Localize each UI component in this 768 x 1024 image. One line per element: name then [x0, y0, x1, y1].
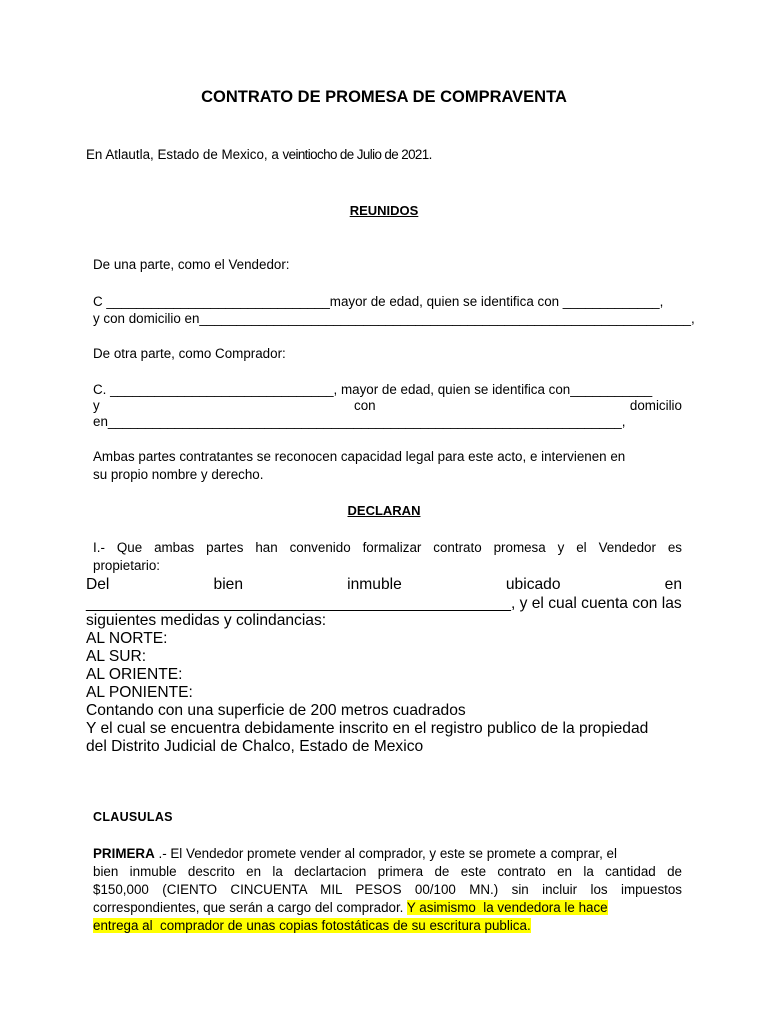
colindancia-oriente: AL ORIENTE: [86, 666, 183, 683]
place-date-value: veintiocho de Julio de 2021. [282, 147, 432, 162]
registro-line-2: del Distrito Judicial de Chalco, Estado de Mexico [86, 738, 424, 755]
primera-line-2: bien inmuble descrito en la declartacion primera de este contrato en la cantidad de [93, 864, 682, 879]
primera-label: PRIMERA [93, 846, 155, 861]
capacidad-line-2: su propio nombre y derecho. [93, 467, 264, 482]
registro-line-1: Y el cual se encuentra debidamente inscrito en el registro publico de la propiedad [86, 720, 649, 737]
primera-text-4: correspondientes, que serán a cargo del comprador. [93, 900, 407, 915]
primera-line-3: $150,000 (CIENTO CINCUENTA MIL PESOS 00/100 MN.) sin incluir los impuestos [93, 882, 682, 897]
place-date-prefix: En Atlautla, Estado de Mexico, a [86, 147, 283, 162]
heading-clausulas: CLAUSULAS [93, 810, 173, 824]
primera-line-4 [93, 900, 608, 915]
primera-line-1 [93, 846, 617, 861]
vendedor-line-1: C ______________________________mayor de edad, quien se identifica con _____________, [93, 294, 664, 309]
comprador-line-2-y: y [93, 398, 100, 413]
primera-highlight-1: Y asimismo la vendedora le hace [406, 900, 608, 915]
primera-text-1: .- El Vendedor promete vender al comprador, y este se promete a comprar, el [154, 846, 617, 861]
colindancia-norte: AL NORTE: [86, 630, 168, 647]
bien-line-3: siguientes medidas y colindancias: [86, 612, 327, 629]
capacidad-line-1: Ambas partes contratantes se reconocen capacidad legal para este acto, e intervienen en [93, 449, 626, 464]
comprador-line-2-con: con [354, 398, 376, 413]
comprador-intro: De otra parte, como Comprador: [93, 346, 286, 361]
comprador-line-3: en_____________________________________________________________________, [93, 414, 626, 429]
heading-declaran: DECLARAN [347, 503, 421, 518]
superficie-line: Contando con una superficie de 200 metros cuadrados [86, 702, 466, 719]
bien-line-2: _________________________________________________, y el cual cuenta con las [86, 595, 682, 612]
colindancia-sur: AL SUR: [86, 648, 147, 665]
vendedor-intro: De una parte, como el Vendedor: [93, 257, 290, 272]
declaracion-line-1: I.- Que ambas partes han convenido formalizar contrato promesa y el Vendedor es [93, 540, 682, 555]
comprador-line-2 [93, 398, 682, 413]
primera-highlight-2: entrega al comprador de unas copias fotostáticas de su escritura publica. [93, 918, 531, 933]
bien-line-1: Del bien inmuble ubicado en [86, 576, 682, 593]
heading-reunidos: REUNIDOS [349, 203, 419, 218]
document-title: CONTRATO DE PROMESA DE COMPRAVENTA [201, 88, 567, 106]
colindancia-poniente: AL PONIENTE: [86, 684, 193, 701]
comprador-line-1: C. ______________________________, mayor de edad, quien se identifica con___________ [93, 382, 653, 397]
comprador-line-2-domicilio: domicilio [629, 398, 682, 413]
vendedor-line-2: y con domicilio en__________________________________________________________________, [93, 311, 695, 326]
primera-line-5 [93, 918, 531, 933]
declaracion-line-2: propietario: [93, 558, 160, 573]
place-date-line [86, 147, 432, 162]
